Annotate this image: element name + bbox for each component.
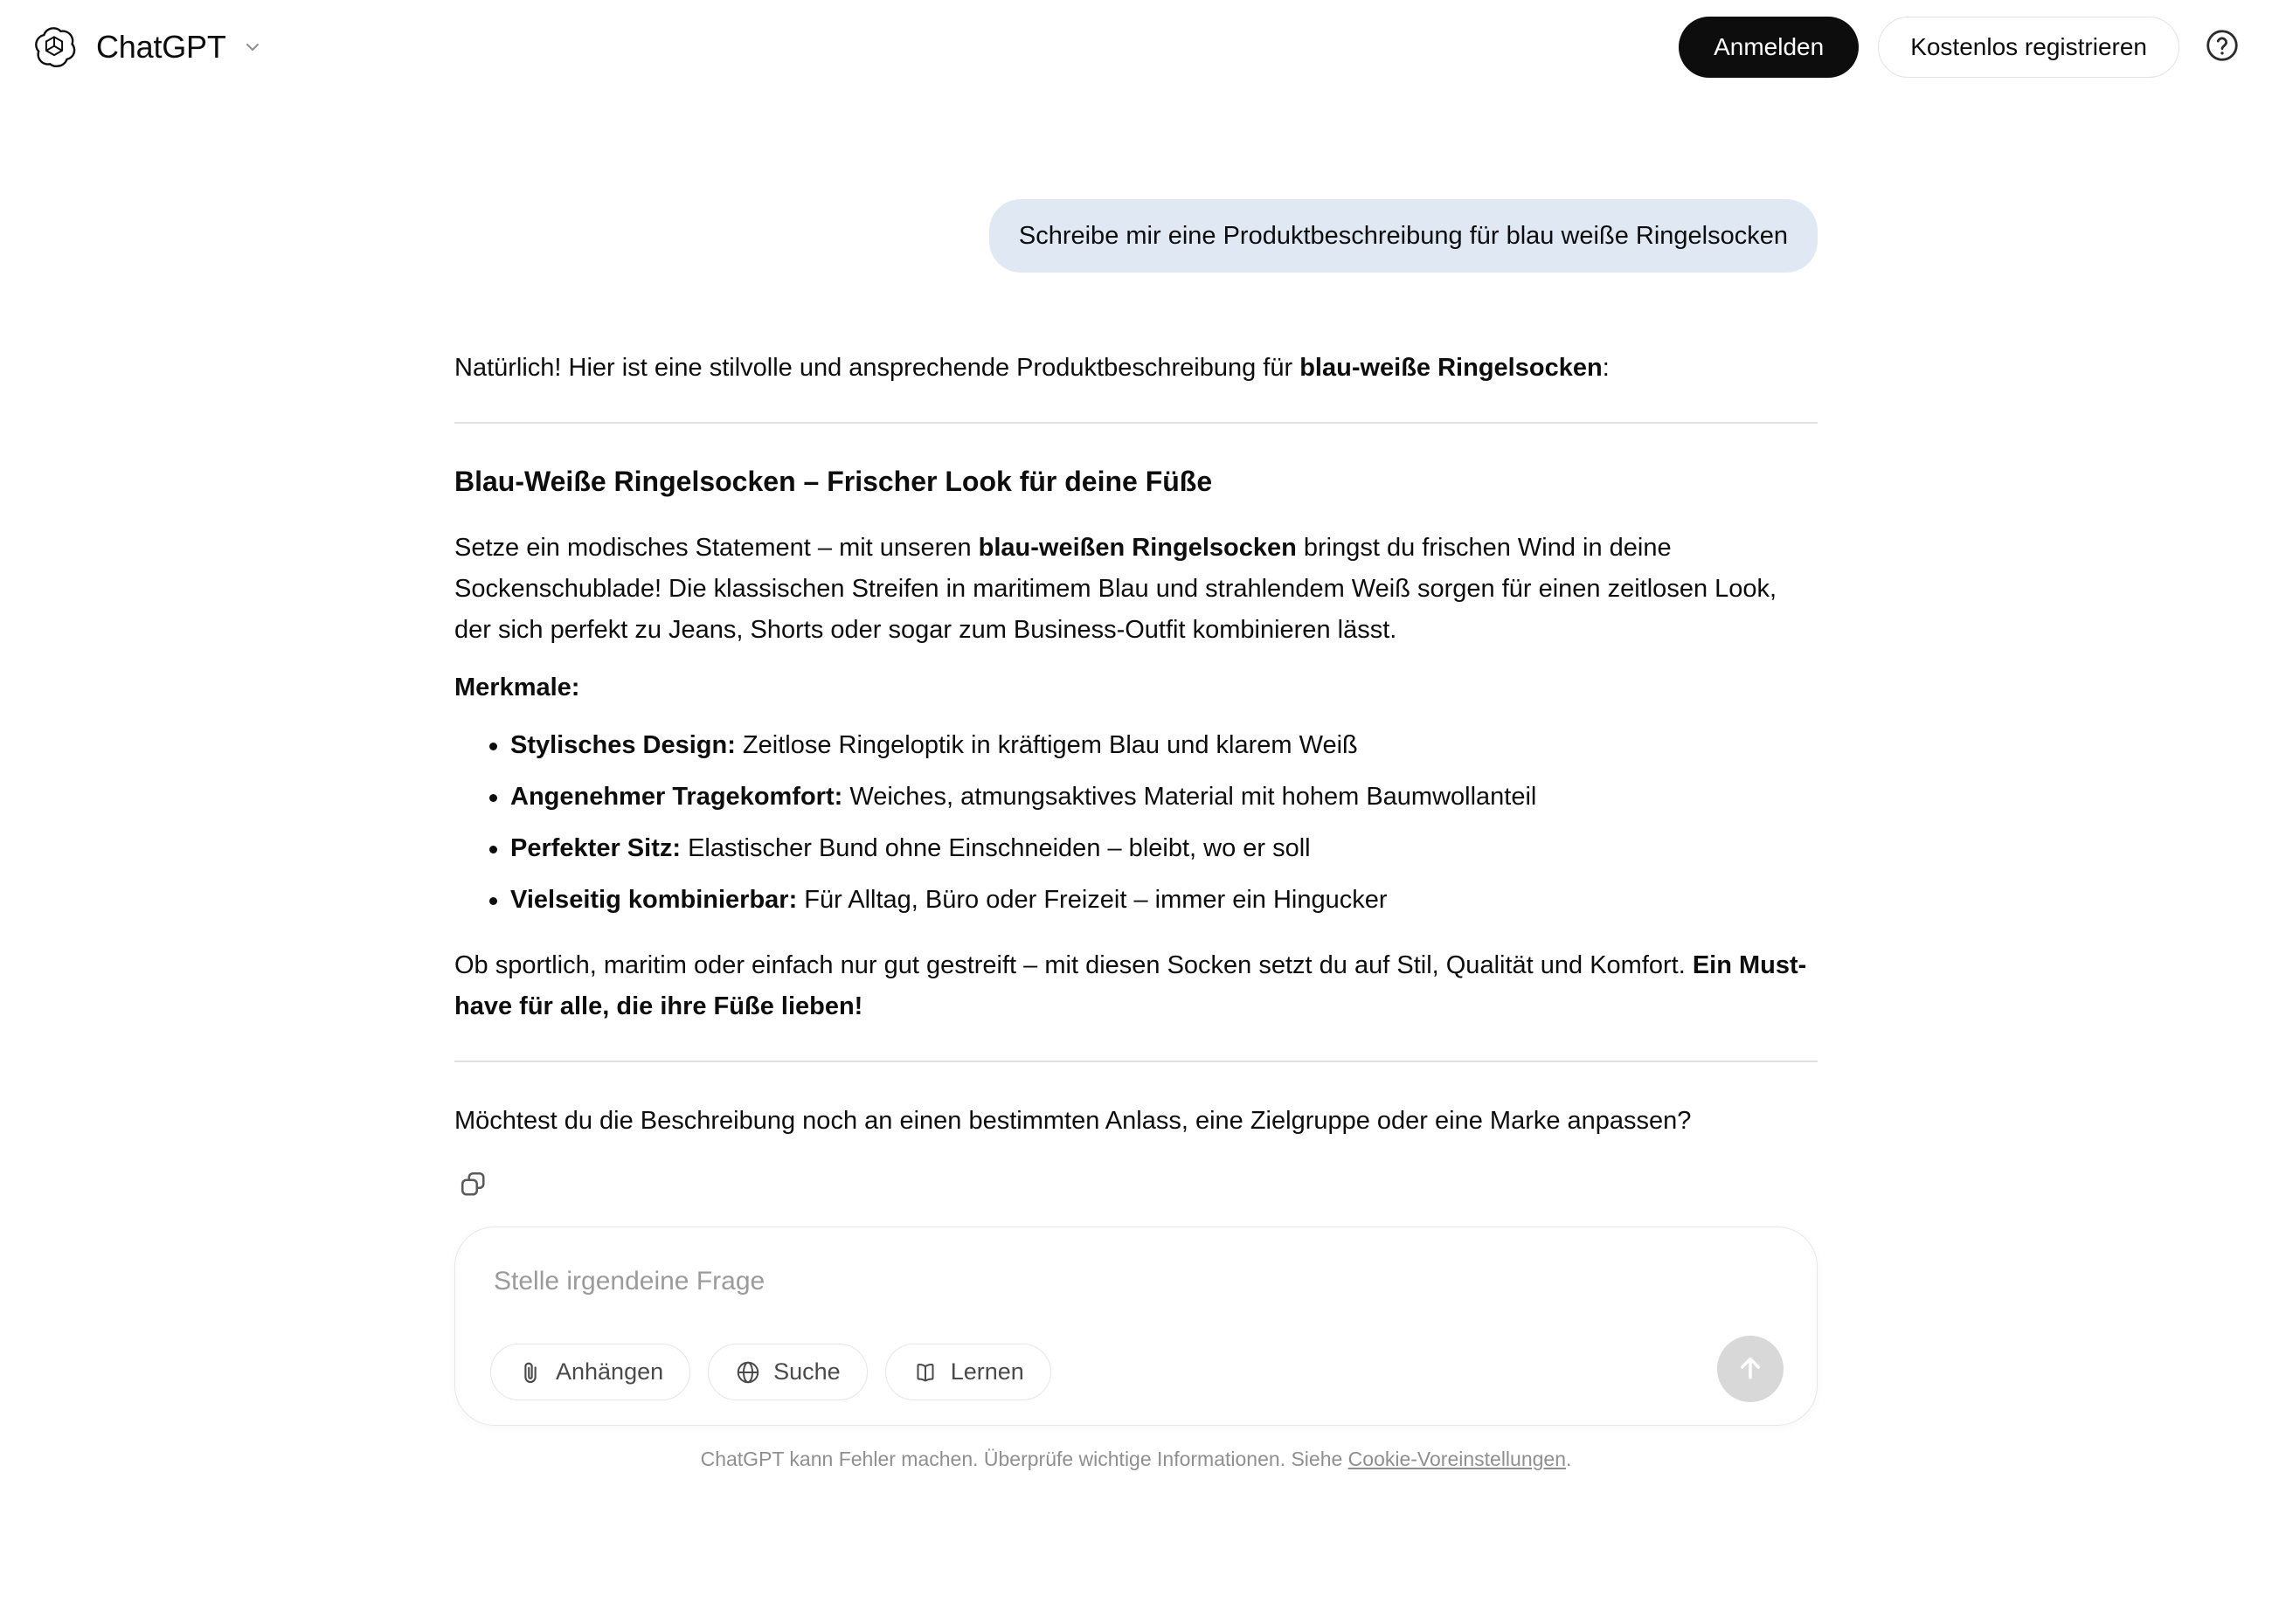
list-item — [454, 725, 1818, 766]
header-actions — [1679, 17, 2242, 78]
message-actions — [454, 1165, 1818, 1207]
disclaimer — [454, 1445, 1818, 1473]
composer-tools — [490, 1344, 1782, 1400]
conversation-thread — [0, 94, 2272, 1474]
search-label: Suche — [773, 1358, 841, 1386]
divider-bottom — [454, 1061, 1818, 1062]
login-button[interactable]: Anmelden — [1679, 17, 1859, 78]
arrow-up-icon — [1733, 1351, 1768, 1388]
user-message-bubble: Schreibe mir eine Produktbeschreibung für blau weiße Ringelsocken — [989, 199, 1818, 273]
learn-button[interactable] — [885, 1344, 1051, 1400]
copy-button[interactable] — [454, 1167, 493, 1206]
list-item — [454, 828, 1818, 869]
help-button[interactable] — [2202, 27, 2242, 67]
send-button[interactable] — [1717, 1336, 1784, 1402]
feature-desc: Für Alltag, Büro oder Freizeit – immer ein Hingucker — [797, 885, 1388, 914]
copy-icon — [458, 1169, 489, 1205]
signup-button[interactable]: Kostenlos registrieren — [1878, 17, 2179, 78]
list-item — [454, 880, 1818, 921]
closing-bold: Ein Must-have für alle, die ihre Füße lieben! — [454, 950, 1807, 1020]
body-part-2: bringst du frischen Wind in deine Sockenschublade! Die klassischen Streifen in maritimem Blau und strahlendem Weiß sorgen für einen zeitlosen Look, der sich perfekt zu Jeans, Shorts oder sogar zum Business-Outfit kombinieren lässt. — [454, 533, 1777, 644]
attach-label: Anhängen — [556, 1358, 664, 1386]
message-input[interactable]: Stelle irgendeine Frage — [494, 1267, 765, 1296]
globe-icon — [735, 1359, 761, 1386]
intro-prefix: Natürlich! Hier ist eine stilvolle und ansprechende Produktbeschreibung für — [454, 354, 1300, 383]
feature-desc: Weiches, atmungsaktives Material mit hohem Baumwollanteil — [842, 782, 1537, 811]
closing-part-1: Ob sportlich, maritim oder einfach nur gut gestreift – mit diesen Socken setzt du auf Stil, Qualität und Komfort. — [454, 950, 1693, 979]
message-composer[interactable] — [454, 1227, 1818, 1426]
feature-desc: Zeitlose Ringeloptik in kräftigem Blau und klarem Weiß — [735, 730, 1358, 759]
feature-term: Vielseitig kombinierbar: — [510, 885, 798, 914]
intro-suffix: : — [1602, 354, 1610, 383]
disclaimer-period: . — [1566, 1448, 1572, 1471]
assistant-message — [454, 348, 1818, 1207]
top-bar — [0, 0, 2272, 94]
feature-term: Perfekter Sitz: — [510, 833, 682, 862]
search-button[interactable] — [708, 1344, 868, 1400]
book-open-icon — [912, 1359, 939, 1386]
feature-term: Angenehmer Tragekomfort: — [510, 782, 843, 811]
chevron-down-icon — [246, 37, 263, 58]
intro-bold: blau-weiße Ringelsocken — [1299, 354, 1603, 383]
assistant-intro — [454, 348, 1818, 389]
learn-label: Lernen — [950, 1358, 1024, 1386]
brand-title: ChatGPT — [96, 29, 226, 65]
feature-desc: Elastischer Bund ohne Einschneiden – bleibt, wo er soll — [681, 833, 1311, 862]
feature-term: Stylisches Design: — [510, 730, 736, 759]
brand-menu-button[interactable] — [23, 17, 275, 77]
cookie-settings-link[interactable]: Cookie-Voreinstellungen — [1347, 1448, 1566, 1471]
product-body-paragraph — [454, 528, 1818, 651]
user-message-row — [454, 199, 1818, 273]
product-section-title: Blau-Weiße Ringelsocken – Frischer Look für deine Füße — [454, 465, 1213, 497]
body-part-1: Setze ein modisches Statement – mit unseren — [454, 533, 979, 562]
closing-paragraph — [454, 945, 1818, 1027]
openai-logo-icon — [31, 24, 77, 70]
features-label: Merkmale: — [454, 673, 580, 701]
followup-question: Möchtest du die Beschreibung noch an einen bestimmten Anlass, eine Zielgruppe oder eine Marke anpassen? — [454, 1106, 1692, 1135]
disclaimer-text: ChatGPT kann Fehler machen. Überprüfe wichtige Informationen. Siehe — [700, 1448, 1348, 1471]
divider-top — [454, 422, 1818, 424]
paperclip-icon — [517, 1359, 544, 1386]
list-item — [454, 777, 1818, 818]
body-bold: blau-weißen Ringelsocken — [978, 533, 1297, 562]
features-list — [454, 725, 1818, 921]
attach-button[interactable] — [490, 1344, 690, 1400]
question-mark-circle-icon — [2204, 27, 2241, 68]
